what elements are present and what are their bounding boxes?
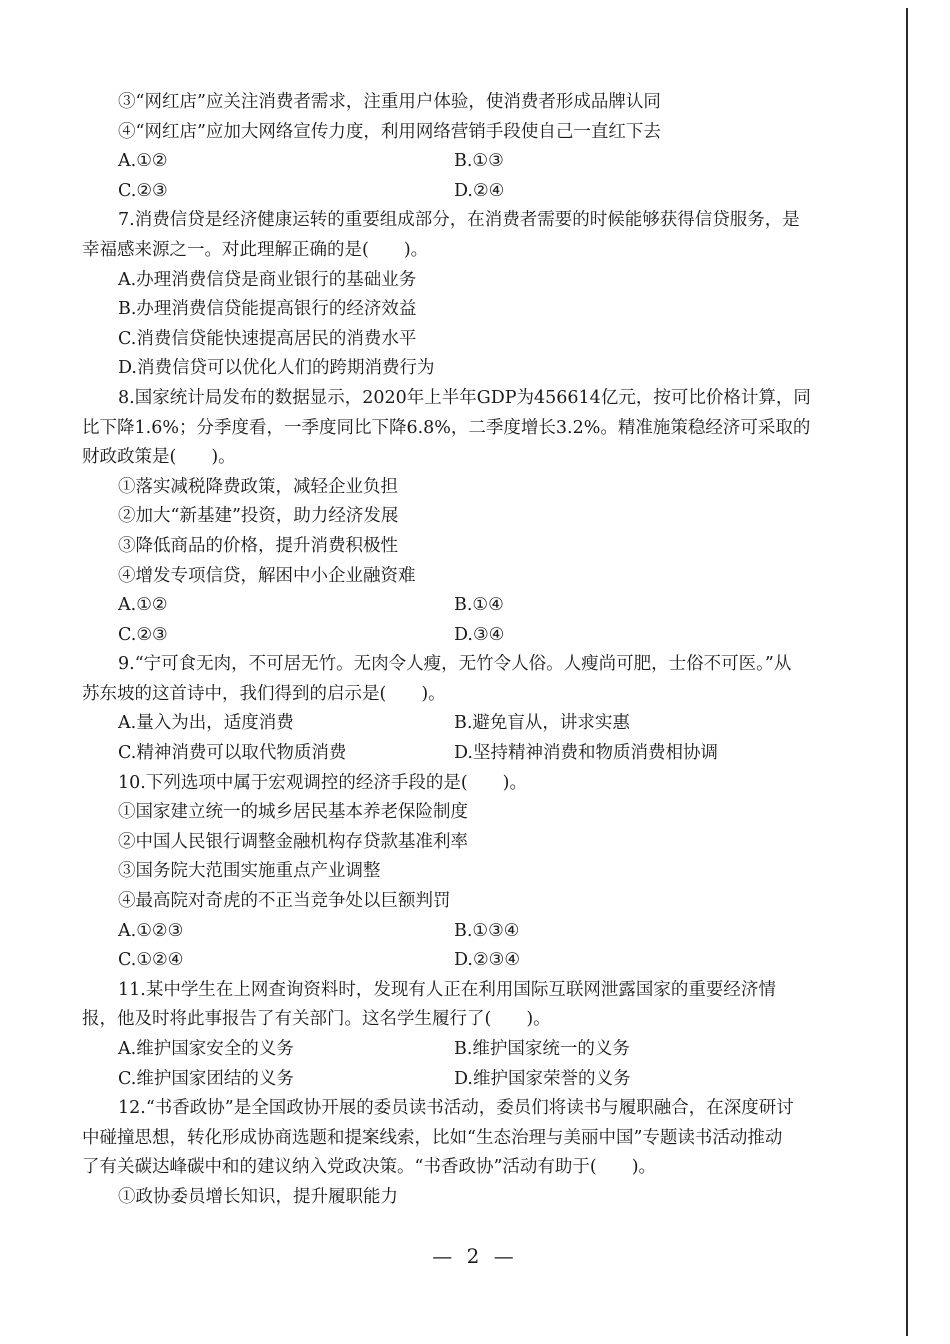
q10-choices-row-1 (118, 917, 858, 947)
q9-choice-a: A.量入为出，适度消费 (118, 713, 294, 734)
q12-stem-line-1: 12.“书香政协”是全国政协开展的委员读书活动，委员们将读书与履职融合，在深度研讨 (118, 1098, 794, 1119)
q11-choice-b: B.维护国家统一的义务 (454, 1039, 630, 1059)
q7-stem-line-1: 7.消费信贷是经济健康运转的重要组成部分，在消费者需要的时候能够获得信贷服务，是 (118, 210, 800, 231)
q9-choice-c: C.精神消费可以取代物质消费 (118, 743, 347, 764)
q11-choices-row-2 (118, 1065, 858, 1095)
q7-option-c: C.消费信贷能快速提高居民的消费水平 (118, 328, 417, 349)
q10-item-1: ①国家建立统一的城乡居民基本养老保险制度 (118, 802, 468, 823)
q10-choice-c: C.①②④ (118, 950, 184, 971)
q9-choices-row-1 (118, 709, 858, 739)
q6-choices-row-2 (118, 177, 858, 207)
q10-stem: 10.下列选项中属于宏观调控的经济手段的是( )。 (118, 772, 527, 793)
q11-choices-row-1 (118, 1035, 858, 1065)
q10-choice-a: A.①②③ (118, 920, 184, 941)
q8-choice-c: C.②③ (118, 624, 168, 645)
q10-item-2: ②中国人民银行调整金融机构存贷款基准利率 (118, 831, 468, 852)
q6-option-3: ③“网红店”应关注消费者需求，注重用户体验，使消费者形成品牌认同 (118, 92, 661, 112)
q9-choices-row-2 (118, 739, 858, 769)
q10-choices-row-2 (118, 946, 858, 976)
q7-option-a: A.办理消费信贷是商业银行的基础业务 (118, 269, 417, 290)
q8-choices-row-1 (118, 591, 858, 621)
q12-item-1: ①政协委员增长知识，提升履职能力 (118, 1186, 398, 1207)
q8-item-1: ①落实减税降费政策，减轻企业负担 (118, 476, 398, 497)
q6-choices-row-1 (118, 147, 858, 177)
q9-choice-d: D.坚持精神消费和物质消费相协调 (454, 743, 718, 764)
q8-choices-row-2 (118, 621, 858, 651)
q6-option-4: ④“网红店”应加大网络宣传力度，利用网络营销手段使自己一直红下去 (118, 121, 661, 142)
q9-choice-b: B.避免盲从，讲求实惠 (454, 713, 630, 734)
q8-stem-line-3: 财政政策是( )。 (82, 447, 236, 468)
page-number: — 2 — (432, 1244, 518, 1268)
q8-item-4: ④增发专项信贷，解困中小企业融资难 (118, 565, 416, 586)
q8-item-3: ③降低商品的价格，提升消费积极性 (118, 535, 398, 556)
q9-stem-line-1: 9.“宁可食无肉，不可居无竹。无肉令人瘦，无竹令人俗。人瘦尚可肥，士俗不可医。”从 (118, 654, 792, 675)
q11-stem-line-2: 报，他及时将此事报告了有关部门。这名学生履行了( )。 (82, 1009, 551, 1030)
q11-stem-line-1: 11.某中学生在上网查询资料时，发现有人正在利用国际互联网泄露国家的重要经济情 (118, 979, 776, 1000)
exam-page (82, 88, 858, 1213)
q10-choice-d: D.②③④ (454, 950, 521, 971)
q8-stem-line-1: 8.国家统计局发布的数据显示，2020年上半年GDP为456614亿元，按可比价格计算，同 (118, 387, 811, 408)
q10-item-3: ③国务院大范围实施重点产业调整 (118, 861, 381, 882)
q7-stem-line-2: 幸福感来源之一。对此理解正确的是( )。 (82, 239, 429, 260)
q8-item-2: ②加大“新基建”投资，助力经济发展 (118, 506, 399, 527)
q7-option-b: B.办理消费信贷能提高银行的经济效益 (118, 299, 417, 320)
q10-item-4: ④最高院对奇虎的不正当竞争处以巨额判罚 (118, 891, 451, 912)
q6-choice-a: A.①② (118, 151, 168, 172)
q11-choice-c: C.维护国家团结的义务 (118, 1068, 294, 1089)
q7-option-d: D.消费信贷可以优化人们的跨期消费行为 (118, 358, 435, 379)
q6-choice-b: B.①③ (454, 151, 504, 172)
page-edge-line (906, 8, 908, 1336)
q8-stem-line-2: 比下降1.6%；分季度看，一季度同比下降6.8%，二季度增长3.2%。精准施策稳经济可采取的 (82, 417, 811, 438)
q11-choice-d: D.维护国家荣誉的义务 (454, 1068, 631, 1089)
q8-choice-d: D.③④ (454, 624, 505, 645)
q9-stem-line-2: 苏东坡的这首诗中，我们得到的启示是( )。 (82, 683, 446, 704)
q8-choice-a: A.①② (118, 595, 168, 616)
q11-choice-a: A.维护国家安全的义务 (118, 1039, 294, 1059)
q8-choice-b: B.①④ (454, 595, 504, 616)
q6-choice-d: D.②④ (454, 180, 505, 201)
q6-choice-c: C.②③ (118, 180, 168, 201)
q12-stem-line-2: 中碰撞思想，转化形成协商选题和提案线索，比如“生态治理与美丽中国”专题读书活动推动 (82, 1127, 783, 1148)
q12-stem-line-3: 了有关碳达峰碳中和的建议纳入党政决策。“书香政协”活动有助于( )。 (82, 1157, 657, 1178)
q10-choice-b: B.①③④ (454, 920, 520, 941)
